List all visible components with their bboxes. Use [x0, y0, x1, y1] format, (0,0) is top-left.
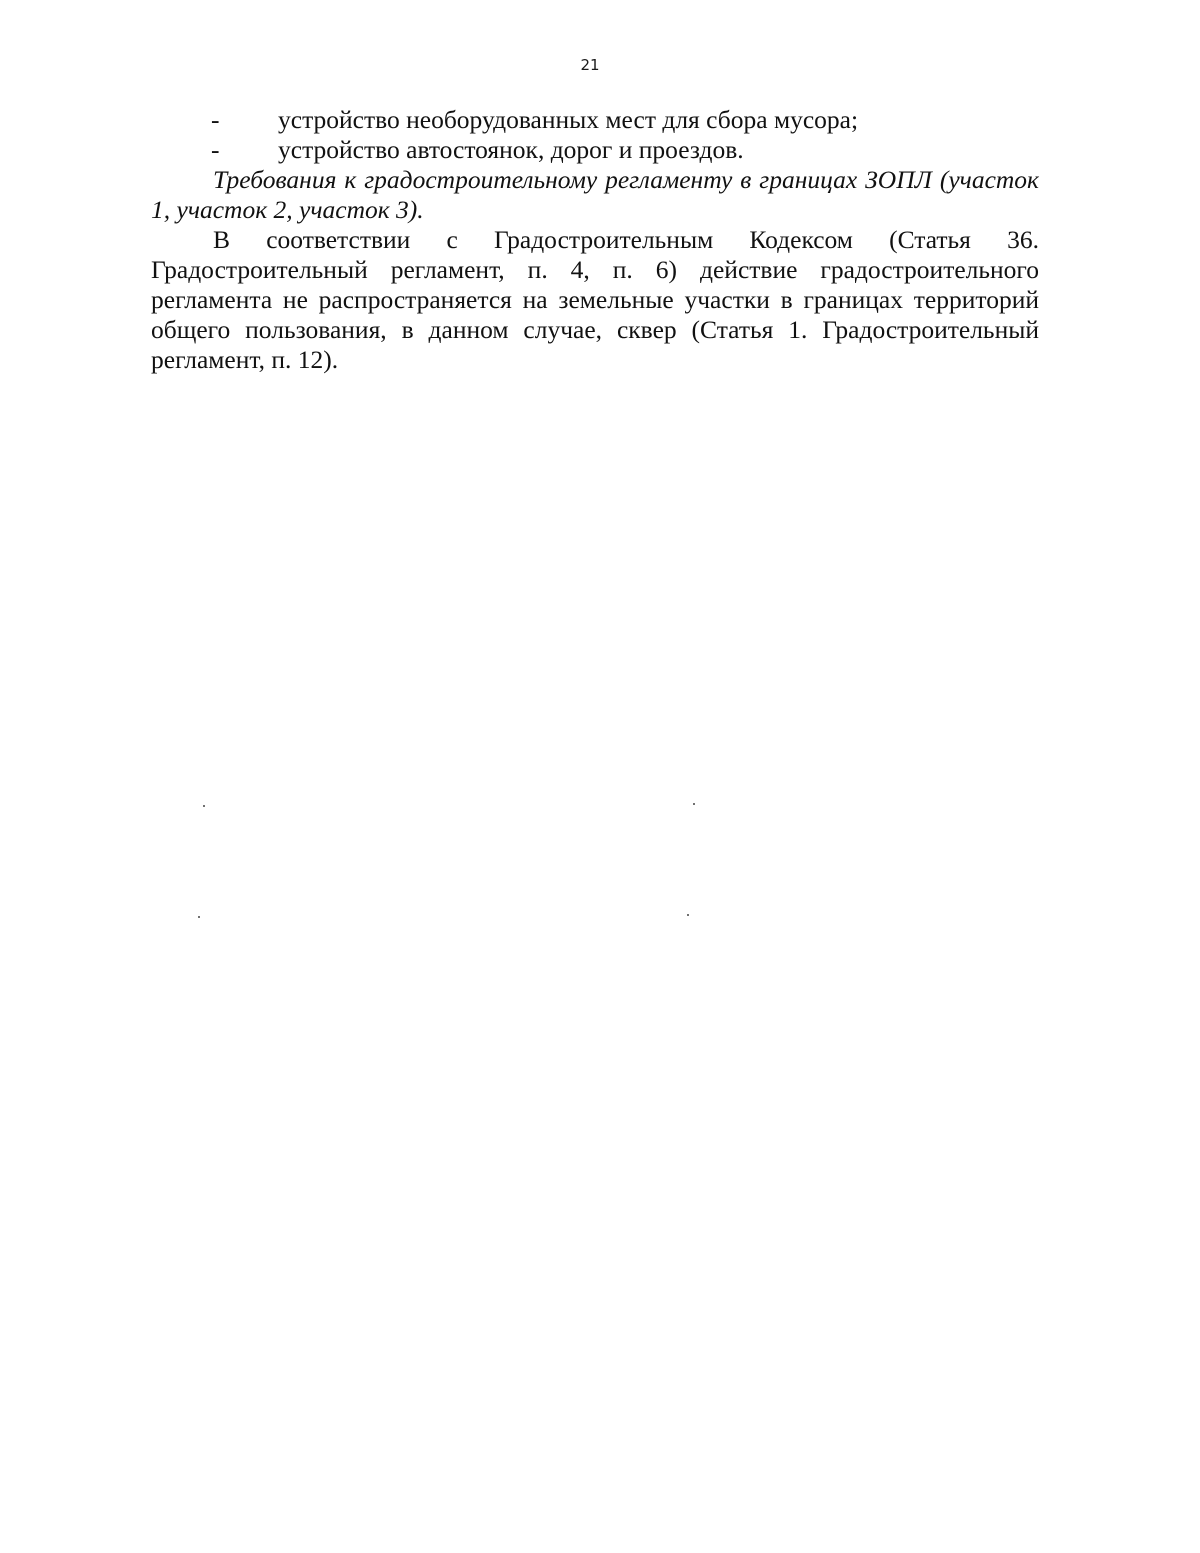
- list-item: [151, 105, 1039, 135]
- document-body: [151, 105, 1039, 375]
- scan-speck: [693, 803, 695, 805]
- list-dash: -: [211, 135, 220, 164]
- list-item-text: устройство необорудованных мест для сбора мусора;: [278, 105, 859, 134]
- scan-speck: [687, 914, 689, 916]
- body-paragraph: В соответствии с Градостроительным Кодексом (Статья 36. Градостроительный регламент, п. 4, п. 6) действие градостроительного регламента не распространяется на земельные участки в границах территорий общего пользования, в данном случае, сквер (Статья 1. Градостроительный регламент, п. 12).: [151, 225, 1039, 374]
- list-item-text: устройство автостоянок, дорог и проездов.: [278, 135, 744, 164]
- list-item: [151, 135, 1039, 165]
- scan-speck: [198, 916, 200, 918]
- list-dash: -: [211, 105, 220, 134]
- scan-speck: [203, 805, 205, 807]
- page-number: 21: [580, 56, 600, 74]
- section-heading: Требования к градостроительному регламенту в границах ЗОПЛ (участок 1, участок 2, участок 3).: [151, 165, 1039, 224]
